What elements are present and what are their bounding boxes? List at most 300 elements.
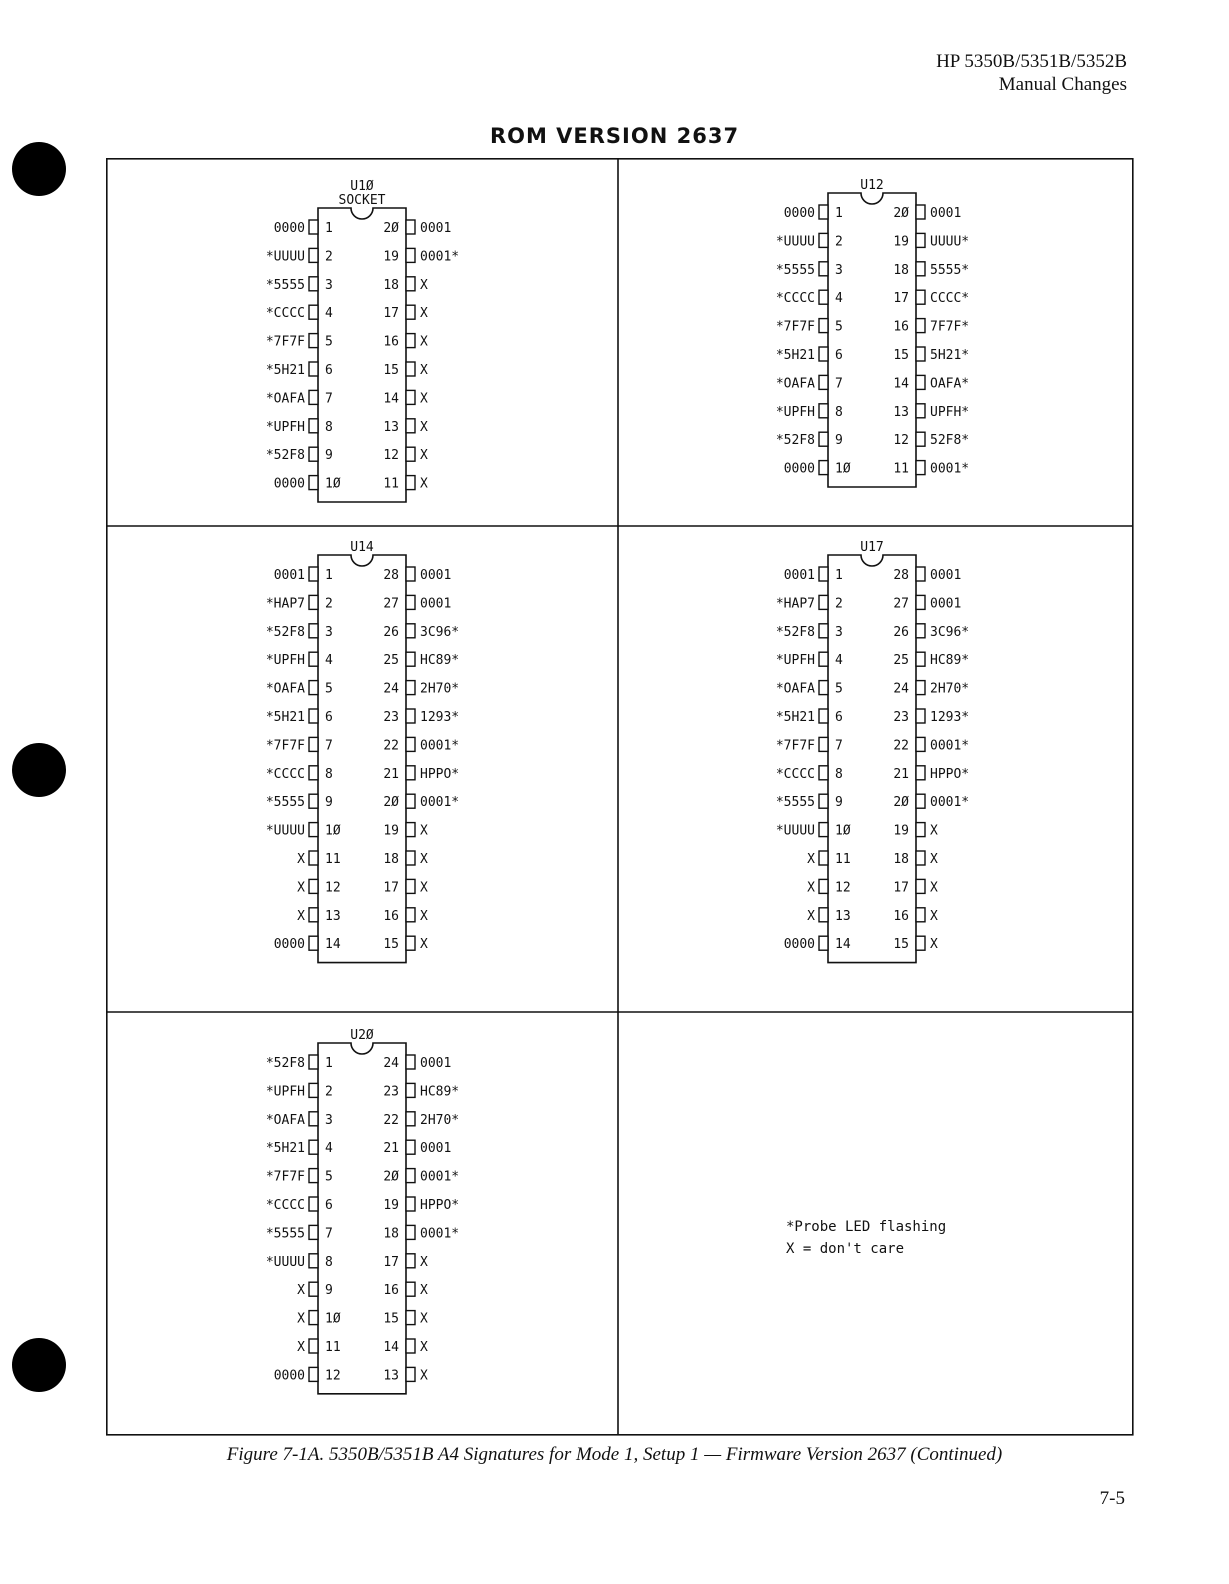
pin-number-left: 6 [835, 348, 843, 363]
page-header [936, 50, 1127, 96]
pin-number-left: 1Ø [325, 1311, 341, 1327]
pin-number-left: 8 [835, 404, 843, 420]
pin-number-right: 18 [893, 262, 909, 278]
pin-box-left [309, 908, 318, 922]
pin-signature-right: UPFH* [930, 404, 970, 420]
pin-box-right [916, 290, 925, 304]
pin-number-left: 12 [325, 880, 341, 896]
pin-box-right [406, 277, 415, 291]
pin-number-right: 13 [893, 404, 909, 420]
chip-label: U1Ø [350, 179, 374, 194]
pin-box-right [406, 1282, 415, 1296]
pin-number-left: 7 [325, 391, 333, 407]
pin-signature-left: X [297, 1311, 305, 1327]
pin-number-left: 5 [325, 334, 333, 350]
pin-box-left [309, 567, 318, 581]
pin-box-left [819, 262, 828, 276]
pin-signature-left: *HAP7 [265, 596, 305, 612]
pin-number-right: 26 [383, 624, 399, 640]
pin-number-right: 17 [893, 291, 909, 307]
pin-signature-right: HC89* [420, 653, 460, 669]
pin-signature-right: X [420, 1254, 428, 1270]
pin-signature-right: 0001* [930, 461, 970, 477]
pin-number-right: 19 [893, 823, 909, 839]
pin-number-left: 2 [325, 1084, 333, 1100]
pin-number-right: 2Ø [893, 795, 909, 811]
pin-box-left [819, 823, 828, 837]
pin-box-left [309, 305, 318, 319]
pin-box-right [406, 1367, 415, 1381]
pin-number-right: 24 [383, 1056, 399, 1071]
pin-box-right [406, 794, 415, 808]
pin-signature-right: 0001* [420, 1226, 460, 1242]
pin-signature-left: *7F7F [265, 1169, 305, 1185]
pin-box-left [819, 624, 828, 638]
pin-signature-left: *5555 [775, 262, 815, 278]
pin-signature-right: 0001 [420, 596, 452, 612]
pin-box-right [406, 652, 415, 666]
pin-signature-left: *52F8 [775, 624, 815, 640]
pin-number-right: 2Ø [383, 221, 399, 236]
pin-signature-left: *52F8 [265, 624, 305, 640]
pin-box-right [916, 595, 925, 609]
pin-box-left [309, 1311, 318, 1325]
pin-number-right: 18 [383, 1226, 399, 1242]
pin-number-left: 14 [835, 937, 851, 953]
pin-number-left: 8 [325, 766, 333, 782]
pin-box-left [309, 248, 318, 262]
pin-signature-right: 2H70* [420, 681, 460, 697]
pin-box-left [819, 794, 828, 808]
pin-box-right [916, 681, 925, 695]
pin-number-right: 14 [893, 376, 909, 392]
pin-number-left: 5 [835, 681, 843, 697]
pin-box-right [406, 1254, 415, 1268]
pin-signature-right: 0001* [930, 795, 970, 811]
pin-box-right [406, 1083, 415, 1097]
pin-box-right [406, 1339, 415, 1353]
pin-box-left [819, 290, 828, 304]
pin-number-right: 11 [893, 461, 909, 477]
pin-box-left [819, 432, 828, 446]
pin-number-right: 19 [893, 234, 909, 250]
pin-signature-right: 0001 [420, 221, 452, 236]
pin-signature-left: *OAFA [775, 681, 815, 697]
pin-box-left [819, 347, 828, 361]
pin-box-right [406, 624, 415, 638]
pin-signature-right: X [420, 852, 428, 867]
pin-box-left [309, 595, 318, 609]
pin-signature-left: *7F7F [775, 319, 815, 335]
pin-number-left: 1 [325, 1056, 333, 1071]
pin-signature-left: X [807, 880, 815, 896]
pin-box-right [916, 347, 925, 361]
pin-number-right: 22 [383, 738, 399, 754]
pin-number-left: 9 [835, 433, 843, 449]
pin-box-right [406, 1225, 415, 1239]
pin-signature-left: *OAFA [775, 376, 815, 392]
pin-box-left [309, 851, 318, 865]
pin-number-right: 19 [383, 1198, 399, 1213]
pin-signature-left: *OAFA [265, 391, 305, 407]
pin-number-left: 4 [835, 653, 843, 669]
pin-signature-right: X [420, 334, 428, 350]
pin-signature-right: OAFA* [930, 376, 970, 392]
pin-signature-left: *5555 [265, 795, 305, 811]
pin-number-right: 2Ø [893, 206, 909, 221]
pin-number-right: 2Ø [383, 795, 399, 811]
pin-number-right: 12 [893, 433, 909, 449]
pin-signature-left: 0000 [273, 937, 305, 953]
pin-number-left: 1Ø [325, 476, 341, 492]
pin-number-right: 2Ø [383, 1169, 399, 1185]
pin-signature-right: HC89* [930, 653, 970, 669]
pin-signature-right: 0001 [930, 206, 962, 221]
pin-signature-right: HPPO* [420, 766, 460, 782]
pin-box-right [916, 404, 925, 418]
pin-box-right [406, 1112, 415, 1126]
pin-number-right: 23 [893, 710, 909, 725]
pin-box-left [309, 1112, 318, 1126]
frame-border [107, 159, 1133, 1435]
pin-box-left [309, 277, 318, 291]
pin-box-left [309, 766, 318, 780]
pin-number-right: 15 [383, 937, 399, 953]
pin-signature-left: *UUUU [265, 249, 305, 265]
pin-signature-left: X [297, 1340, 305, 1355]
pin-signature-right: X [420, 823, 428, 839]
pin-number-left: 4 [325, 653, 333, 669]
pin-box-left [819, 595, 828, 609]
pin-number-right: 12 [383, 448, 399, 464]
pin-number-right: 15 [893, 937, 909, 953]
pin-number-left: 3 [325, 624, 333, 640]
pin-box-left [309, 1367, 318, 1381]
pin-signature-left: 0000 [273, 476, 305, 492]
legend-notes [786, 1216, 946, 1260]
pin-number-right: 14 [383, 1340, 399, 1355]
pin-number-left: 4 [325, 1141, 333, 1157]
pin-box-left [309, 390, 318, 404]
pin-signature-left: *HAP7 [775, 596, 815, 612]
pin-box-left [309, 1254, 318, 1268]
pin-number-left: 1Ø [835, 823, 851, 839]
pin-box-right [406, 390, 415, 404]
header-model: HP 5350B/5351B/5352B [936, 51, 1127, 72]
chip-body [318, 555, 406, 963]
chip-2 [266, 540, 459, 963]
pin-signature-left: *CCCC [265, 306, 305, 322]
pin-box-right [916, 319, 925, 333]
pin-signature-left: *CCCC [775, 291, 815, 307]
pin-number-left: 6 [325, 710, 333, 725]
chip-1 [776, 178, 969, 487]
pin-box-right [406, 908, 415, 922]
pin-box-left [819, 404, 828, 418]
pin-signature-right: X [420, 448, 428, 464]
pin-number-right: 15 [893, 348, 909, 363]
pin-signature-left: *52F8 [265, 448, 305, 464]
pin-signature-left: *5H21 [775, 710, 815, 725]
pin-signature-right: 0001* [420, 1169, 460, 1185]
pin-box-left [309, 624, 318, 638]
pin-signature-right: 3C96* [930, 624, 970, 640]
pin-signature-left: X [297, 852, 305, 867]
pin-number-right: 16 [383, 1283, 399, 1299]
pin-number-right: 19 [383, 823, 399, 839]
chip-sublabel: SOCKET [338, 193, 386, 208]
pin-box-left [309, 1282, 318, 1296]
pin-number-right: 28 [383, 568, 399, 583]
pin-number-left: 8 [325, 1254, 333, 1270]
pin-signature-right: 3C96* [420, 624, 460, 640]
pin-box-right [406, 305, 415, 319]
pin-signature-right: HC89* [420, 1084, 460, 1100]
pin-signature-right: X [930, 908, 938, 924]
punch-hole-top [12, 142, 66, 196]
pin-box-left [309, 1083, 318, 1097]
pin-number-right: 23 [383, 710, 399, 725]
pin-number-right: 18 [383, 852, 399, 867]
pin-number-right: 18 [383, 277, 399, 293]
pin-number-left: 8 [325, 419, 333, 435]
pin-signature-right: 52F8* [930, 433, 970, 449]
pin-signature-right: X [930, 880, 938, 896]
figure-caption: Figure 7-1A. 5350B/5351B A4 Signatures for Mode 1, Setup 1 — Firmware Version 2637 (Continued) [226, 1444, 1003, 1465]
pin-box-right [916, 461, 925, 475]
pin-number-left: 5 [325, 681, 333, 697]
pin-signature-right: 2H70* [930, 681, 970, 697]
pin-box-right [406, 419, 415, 433]
pin-box-left [819, 319, 828, 333]
pin-box-right [916, 624, 925, 638]
pin-box-right [406, 1140, 415, 1154]
pin-number-right: 22 [383, 1112, 399, 1128]
pin-box-left [819, 936, 828, 950]
pin-number-right: 21 [383, 766, 399, 782]
pin-signature-right: X [420, 277, 428, 293]
pin-number-right: 13 [383, 419, 399, 435]
pin-box-left [819, 737, 828, 751]
punch-hole-middle [12, 743, 66, 797]
pin-signature-left: X [297, 880, 305, 896]
pin-number-left: 7 [325, 738, 333, 754]
pin-number-right: 19 [383, 249, 399, 265]
pin-signature-left: *UPFH [775, 653, 815, 669]
pin-number-right: 25 [893, 653, 909, 669]
figure-title: ROM VERSION 2637 [489, 124, 740, 148]
pin-signature-left: *5555 [265, 277, 305, 293]
pin-number-right: 21 [383, 1141, 399, 1157]
pin-number-right: 16 [383, 908, 399, 924]
pin-number-left: 12 [325, 1368, 341, 1384]
pin-box-right [406, 476, 415, 490]
pin-number-left: 11 [325, 1340, 341, 1355]
pin-number-left: 7 [835, 376, 843, 392]
pin-box-right [916, 908, 925, 922]
pin-signature-right: X [420, 908, 428, 924]
pin-number-right: 24 [893, 681, 909, 697]
pin-number-left: 14 [325, 937, 341, 953]
pin-number-left: 13 [325, 908, 341, 924]
pin-signature-right: 0001* [420, 795, 460, 811]
pin-box-right [406, 851, 415, 865]
chip-4 [266, 1028, 459, 1394]
pin-box-right [916, 709, 925, 723]
pin-signature-left: 0001 [783, 568, 815, 583]
pin-signature-left: *UUUU [265, 823, 305, 839]
pin-signature-left: *52F8 [265, 1056, 305, 1071]
pin-box-right [406, 447, 415, 461]
pin-box-left [819, 205, 828, 219]
pin-signature-right: UUUU* [930, 234, 970, 250]
pin-number-left: 11 [325, 852, 341, 867]
pin-signature-right: X [420, 1368, 428, 1384]
pin-box-right [916, 737, 925, 751]
pin-signature-right: 0001 [930, 568, 962, 583]
pin-signature-left: X [297, 908, 305, 924]
pin-box-left [309, 362, 318, 376]
pin-signature-right: 5H21* [930, 348, 970, 363]
pin-box-left [309, 1339, 318, 1353]
pin-box-right [916, 262, 925, 276]
pin-box-right [916, 432, 925, 446]
pin-number-left: 2 [835, 234, 843, 250]
pin-box-right [916, 652, 925, 666]
pin-signature-left: *CCCC [775, 766, 815, 782]
pin-number-right: 25 [383, 653, 399, 669]
pin-number-right: 24 [383, 681, 399, 697]
pin-box-left [819, 233, 828, 247]
pin-box-right [406, 766, 415, 780]
chip-label: U12 [860, 178, 884, 193]
pin-signature-right: HPPO* [420, 1198, 460, 1213]
pin-signature-right: X [420, 880, 428, 896]
pin-signature-right: X [420, 363, 428, 378]
pin-number-left: 3 [835, 624, 843, 640]
pin-signature-left: X [297, 1283, 305, 1299]
pin-box-right [916, 567, 925, 581]
pin-box-left [309, 737, 318, 751]
pin-signature-left: 0000 [273, 1368, 305, 1384]
pin-signature-right: CCCC* [930, 291, 970, 307]
pin-number-right: 26 [893, 624, 909, 640]
pin-number-left: 9 [325, 448, 333, 464]
pin-number-right: 16 [893, 319, 909, 335]
pin-number-left: 4 [835, 291, 843, 307]
pin-number-left: 1 [325, 221, 333, 236]
pin-number-left: 1 [835, 568, 843, 583]
pin-signature-right: X [420, 419, 428, 435]
pin-number-right: 18 [893, 852, 909, 867]
pin-number-left: 2 [835, 596, 843, 612]
note-dont-care: X = don't care [786, 1241, 905, 1257]
pin-number-right: 17 [383, 1254, 399, 1270]
pin-box-right [406, 248, 415, 262]
pin-box-right [916, 936, 925, 950]
pin-box-right [406, 1169, 415, 1183]
pin-box-right [406, 737, 415, 751]
pin-signature-right: X [420, 306, 428, 322]
pin-signature-left: *7F7F [265, 334, 305, 350]
pin-signature-left: X [807, 852, 815, 867]
pin-number-left: 9 [325, 795, 333, 811]
pin-signature-left: 0000 [273, 221, 305, 236]
pin-box-right [406, 709, 415, 723]
pin-number-left: 3 [325, 277, 333, 293]
pin-box-left [819, 652, 828, 666]
pin-box-left [819, 851, 828, 865]
pin-signature-left: *7F7F [775, 738, 815, 754]
pin-number-right: 27 [893, 596, 909, 612]
pin-signature-left: *5555 [775, 795, 815, 811]
pin-signature-right: X [420, 476, 428, 492]
pin-signature-right: 0001* [420, 249, 460, 265]
pin-box-left [819, 709, 828, 723]
pin-signature-right: 0001 [420, 1056, 452, 1071]
pin-signature-right: 0001* [420, 738, 460, 754]
chip-body [828, 555, 916, 963]
pin-signature-right: X [930, 823, 938, 839]
pin-signature-left: *OAFA [265, 681, 305, 697]
chip-0 [266, 179, 459, 502]
pin-box-left [309, 476, 318, 490]
pin-signature-right: 7F7F* [930, 319, 970, 335]
pin-signature-left: *52F8 [775, 433, 815, 449]
pin-box-left [819, 908, 828, 922]
pin-box-right [406, 823, 415, 837]
pin-number-left: 5 [835, 319, 843, 335]
pin-signature-left: *UUUU [775, 823, 815, 839]
pin-box-right [406, 681, 415, 695]
pin-box-right [916, 205, 925, 219]
pin-signature-left: *OAFA [265, 1112, 305, 1128]
chip-label: U14 [350, 540, 374, 555]
pin-signature-right: 5555* [930, 262, 970, 278]
pin-box-right [916, 823, 925, 837]
pin-box-right [916, 766, 925, 780]
pin-number-left: 13 [835, 908, 851, 924]
pin-signature-left: *5H21 [265, 363, 305, 378]
pin-box-right [406, 879, 415, 893]
pin-signature-left: 0000 [783, 206, 815, 221]
pin-signature-right: 0001 [930, 596, 962, 612]
pin-number-left: 9 [325, 1283, 333, 1299]
chip-label: U17 [860, 540, 884, 555]
pin-box-right [406, 936, 415, 950]
pin-number-right: 15 [383, 363, 399, 378]
chip-label: U2Ø [350, 1028, 374, 1043]
pin-number-left: 2 [325, 249, 333, 265]
pin-box-left [819, 879, 828, 893]
pin-number-left: 6 [835, 710, 843, 725]
pin-signature-left: *UPFH [775, 404, 815, 420]
pin-number-left: 3 [835, 262, 843, 278]
pin-box-right [916, 879, 925, 893]
pin-signature-left: *CCCC [265, 1198, 305, 1213]
punch-hole-bottom [12, 1338, 66, 1392]
pin-box-left [309, 681, 318, 695]
pin-box-left [309, 1140, 318, 1154]
pin-signature-left: *UPFH [265, 419, 305, 435]
pin-number-right: 13 [383, 1368, 399, 1384]
pin-signature-left: *UPFH [265, 653, 305, 669]
signature-diagram [106, 158, 1136, 1438]
pin-signature-left: *7F7F [265, 738, 305, 754]
pin-signature-left: X [807, 908, 815, 924]
pin-number-right: 27 [383, 596, 399, 612]
pin-box-right [406, 220, 415, 234]
